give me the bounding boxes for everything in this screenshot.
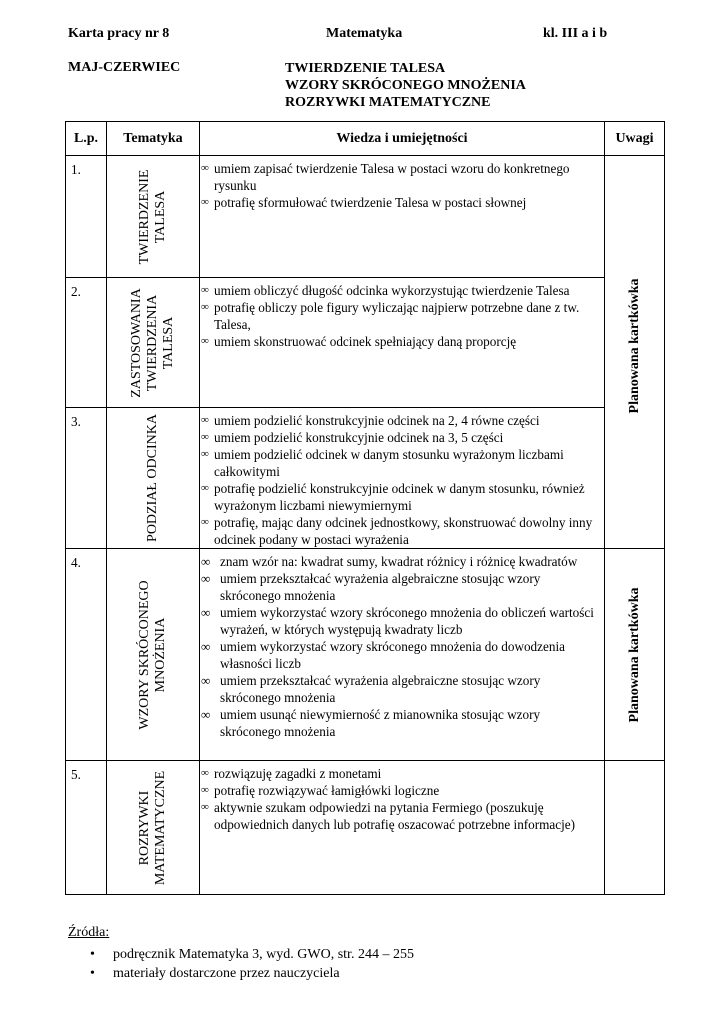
topic-cell: [107, 761, 200, 895]
topic-1: TWIERDZENIE TALESA: [285, 61, 446, 76]
list-item: [200, 765, 600, 782]
list-item: [200, 570, 600, 604]
topic-line: ZASTOSOWANIA: [129, 287, 144, 398]
col-header-tematyka: Tematyka: [107, 122, 200, 156]
header-class: kl. III a i b: [543, 26, 608, 41]
skill-text: potrafię, mając dany odcinek jednostkowy, skonstruować dowolny inny odcinek podany w postaci wyrażenia: [214, 515, 593, 547]
skill-text: potrafię sformułować twierdzenie Talesa w postaci słownej: [214, 195, 527, 210]
skills-cell: [200, 761, 605, 895]
list-item: [200, 480, 600, 514]
skill-text: umiem podzielić konstrukcyjnie odcinek na 3, 5 części: [214, 430, 504, 445]
infinity-bullet-icon: ∞: [201, 784, 209, 796]
list-item: [200, 672, 600, 706]
remarks-cell: [605, 156, 665, 549]
list-item: • podręcznik Matematyka 3, wyd. GWO, str. 244 – 255: [90, 945, 414, 964]
infinity-bullet-icon: ∞: [201, 673, 211, 688]
infinity-bullet-icon: ∞: [201, 605, 211, 620]
topics-list: [285, 60, 526, 111]
list-item: [200, 514, 600, 548]
skill-text: umiem usunąć niewymierność z mianownika stosując wzory skróconego mnożenia: [220, 707, 541, 739]
sources-section: [68, 925, 414, 983]
infinity-bullet-icon: ∞: [201, 196, 209, 208]
topic-line: TWIERDZENIE: [137, 169, 152, 264]
skill-text: umiem zapisać twierdzenie Talesa w postaci wzoru do konkretnego rysunku: [214, 161, 570, 193]
row-number: 5.: [66, 761, 107, 895]
header-worksheet-number: Karta pracy nr 8: [68, 26, 170, 41]
sources-title: Źródła:: [68, 925, 110, 940]
list-item: [200, 160, 600, 194]
infinity-bullet-icon: ∞: [201, 571, 211, 586]
col-header-wiedza: Wiedza i umiejętności: [200, 122, 605, 156]
infinity-bullet-icon: ∞: [201, 431, 209, 443]
row-number: 2.: [66, 278, 107, 408]
list-item: [200, 553, 600, 570]
infinity-bullet-icon: ∞: [201, 414, 209, 426]
topic-cell: [107, 549, 200, 761]
infinity-bullet-icon: ∞: [201, 707, 211, 722]
topic-line: TWIERDZENIA: [145, 294, 160, 391]
list-item: [200, 446, 600, 480]
skill-text: aktywnie szukam odpowiedzi na pytania Fermiego (poszukuję odpowiednich danych lub potrafię oszacować potrzebne informacje): [214, 800, 576, 832]
topic-2: WZORY SKRÓCONEGO MNOŻENIA: [285, 78, 526, 93]
list-item: [200, 799, 600, 833]
list-item: • materiały dostarczone przez nauczyciela: [90, 964, 414, 983]
list-item: [200, 604, 600, 638]
infinity-bullet-icon: ∞: [201, 162, 209, 174]
topic-cell: [107, 278, 200, 408]
col-header-uwagi: Uwagi: [605, 122, 665, 156]
skill-text: umiem przekształcać wyrażenia algebraiczne stosując wzory skróconego mnożenia: [220, 571, 541, 603]
row-number: 3.: [66, 408, 107, 549]
list-item: [200, 638, 600, 672]
topic-cell: [107, 156, 200, 278]
topic-vertical-label: [129, 288, 177, 397]
skill-text: umiem przekształcać wyrażenia algebraiczne stosując wzory skróconego mnożenia: [220, 673, 541, 705]
topic-line: TALESA: [161, 316, 176, 369]
skills-cell: [200, 408, 605, 549]
topic-cell: [107, 408, 200, 549]
infinity-bullet-icon: ∞: [201, 516, 209, 528]
infinity-bullet-icon: ∞: [201, 301, 209, 313]
skill-text: umiem wykorzystać wzory skróconego mnożenia do obliczeń wartości wyrażeń, w których występują kwadraty liczb: [220, 605, 594, 637]
col-header-lp: L.p.: [66, 122, 107, 156]
remarks-cell: [605, 549, 665, 761]
table-row: [66, 156, 665, 278]
topic-vertical-label: [137, 169, 169, 264]
skill-text: potrafię obliczy pole figury wyliczając najpierw potrzebne dane z tw. Talesa,: [214, 300, 580, 332]
table-row: [66, 761, 665, 895]
skill-text: potrafię podzielić konstrukcyjnie odcinek w danym stosunku, również wyrażonym liczbami niewymiernymi: [214, 481, 585, 513]
list-item: [200, 194, 600, 211]
topic-line: MATEMATYCZNE: [153, 770, 168, 885]
row-number: 4.: [66, 549, 107, 761]
topic-vertical-label: [137, 770, 169, 884]
list-item: [200, 706, 600, 740]
list-item: [200, 429, 600, 446]
remarks-cell-empty: [605, 761, 665, 895]
topic-line: TALESA: [153, 190, 168, 243]
infinity-bullet-icon: ∞: [201, 335, 209, 347]
topic-3: ROZRYWKI MATEMATYCZNE: [285, 95, 491, 110]
topic-vertical-label: [137, 580, 169, 729]
row-number: 1.: [66, 156, 107, 278]
skills-cell: [200, 549, 605, 761]
skill-text: umiem podzielić odcinek w danym stosunku wyrażonym liczbami całkowitymi: [214, 447, 564, 479]
requirements-table: [65, 121, 665, 895]
skill-text: znam wzór na: kwadrat sumy, kwadrat różnicy i różnicę kwadratów: [220, 554, 578, 569]
list-item: [200, 333, 600, 350]
skill-text: potrafię rozwiązywać łamigłówki logiczne: [214, 783, 440, 798]
skill-text: umiem podzielić konstrukcyjnie odcinek na 2, 4 równe części: [214, 413, 540, 428]
period-label: MAJ-CZERWIEC: [68, 60, 181, 75]
list-item: [200, 782, 600, 799]
table-row: [66, 549, 665, 761]
list-item: [200, 412, 600, 429]
infinity-bullet-icon: ∞: [201, 639, 211, 654]
header-subject: Matematyka: [326, 26, 403, 41]
topic-vertical-label: [145, 414, 161, 542]
topic-line: MNOŻENIA: [153, 617, 168, 692]
topic-line: WZORY SKRÓCONEGO: [137, 579, 152, 730]
table-row: [66, 408, 665, 549]
infinity-bullet-icon: ∞: [201, 801, 209, 813]
skill-text: rozwiązuję zagadki z monetami: [214, 766, 382, 781]
infinity-bullet-icon: ∞: [201, 554, 211, 569]
skill-text: umiem wykorzystać wzory skróconego mnożenia do dowodzenia własności liczb: [220, 639, 565, 671]
remark-label: Planowana kartkówka: [626, 587, 642, 722]
table-row: [66, 278, 665, 408]
table-header-row: [66, 122, 665, 156]
topic-line: ROZRYWKI: [137, 790, 152, 865]
list-item: [200, 282, 600, 299]
list-item: [200, 299, 600, 333]
infinity-bullet-icon: ∞: [201, 284, 209, 296]
skills-cell: [200, 278, 605, 408]
infinity-bullet-icon: ∞: [201, 448, 209, 460]
skill-text: umiem obliczyć długość odcinka wykorzystując twierdzenie Talesa: [214, 283, 570, 298]
topic-line: PODZIAŁ ODCINKA: [145, 414, 160, 542]
skill-text: umiem skonstruować odcinek spełniający daną proporcję: [214, 334, 517, 349]
remark-label: Planowana kartkówka: [626, 278, 642, 414]
infinity-bullet-icon: ∞: [201, 482, 209, 494]
skills-cell: [200, 156, 605, 278]
infinity-bullet-icon: ∞: [201, 767, 209, 779]
